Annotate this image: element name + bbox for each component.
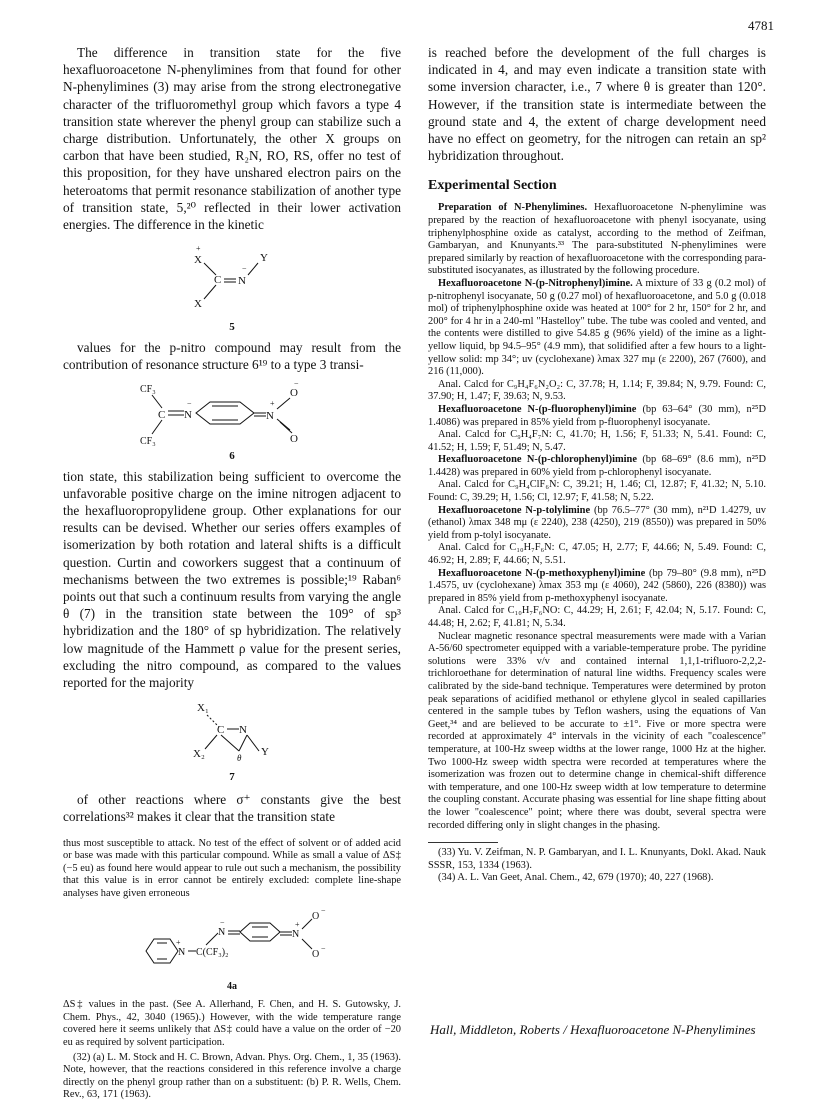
fluoro-paragraph bbox=[428, 404, 766, 429]
structure-4a-drawing bbox=[132, 907, 332, 981]
structure-4a-label: 4a bbox=[227, 980, 237, 992]
structure-6 bbox=[132, 378, 332, 450]
chloro-paragraph bbox=[428, 454, 766, 479]
chloro-text: (bp 68–69° (8.6 mm), n²⁵D 1.4428) was prepared in 60% yield from p-chlorophenyl isocyanate. bbox=[428, 454, 766, 478]
structure-5 bbox=[172, 239, 292, 321]
left-paragraph-1: The difference in transition state for the five hexafluoroacetone N-phenylimines from that found for other N-phenylimines (3) may arise from the strong electronegative character of the trifluoromethyl group which favors a type 4 transition state wherever the phenyl group can stabilize such a charge distribution. Unfortunately, the other X groups on carbon that have been studied, R₂N, RO, RS, offer no test of this proposition, for they have unshared electron pairs on the heteroatoms that permit resonance stabilization of another type of transition state, 5,²⁰ reflected in their lower activation energies. The difference in the kinetic bbox=[63, 45, 401, 233]
svg-text:N: N bbox=[239, 724, 247, 737]
svg-text:O: O bbox=[290, 386, 298, 399]
nitro-text: A mixture of 33 g (0.2 mol) of p-nitrophenyl isocyanate, 50 g (0.27 mol) of hexafluoroacetone, and 5.0 g (0.018 mol) of triphenylphosphine oxide was heated at 100° for 2 hr, 150° for 2 hr, and 200° for 4 hr in a 240-ml "Hastelloy" tube. The tube was cooled and vented, and the contents were distilled to give 54.85 g (96% yield) of the imine as a light-yellow liquid, bp 94.5–95° (4.9 mm), that solidified after a few hours to a light-yellow solid: mp 34°; uv (cyclohexane) λmax 327 mμ (ε 2200), 267 (7600), and 216 (11,000). bbox=[428, 277, 766, 378]
structure-6-drawing bbox=[132, 378, 332, 450]
tolyl-analysis: Anal. Calcd for C₁₀H₇F₆N: C, 47.05; H, 2.77; F, 44.66; N, 5.49. Found: C, 46.92; H, 2.89; F, 44.66; N, 5.51. bbox=[428, 542, 766, 567]
methoxy-heading: Hexafluoroacetone N-(p-methoxyphenyl)imine bbox=[438, 567, 646, 579]
right-paragraph-1: is reached before the development of the full charges is indicated in 4, and may even indicate a transition state with some inversion character, i.e., 7 where θ is greater than 120°. However, if the transition state is intermediate between the ground state and 4, the extent of charge development need have no effect on geometry, for the nitrogen can retain an sp² hybridization throughout. bbox=[428, 45, 766, 164]
svg-text:C(CF₃)₂: C(CF₃)₂ bbox=[196, 946, 229, 958]
left-paragraph-3: tion state, this stabilization being sufficient to overcome the unfavorable positive charge on the imine nitrogen adjacent to the hexafluoropropylidene group. Other explanations for our results can be devised. Whether our series offers examples of isomerization by both rotation and lateral shifts is a difficult question. Curtin and coworkers suggest that a continuum of mechanisms between the two extremes is possible;¹⁹ Raban⁶ points out that such a continuum results from varying the angle θ (7) in the transition state between the 109° of sp³ hybridization and the 180° of sp hybridization. The relatively low magnitude of the Hammett ρ value for the present series, excluding the nitro compound, as compared to the values reported for the majority bbox=[63, 468, 401, 691]
running-footer: Hall, Middleton, Roberts / Hexafluoroacetone N-Phenylimines bbox=[430, 1022, 756, 1037]
prep-heading: Preparation of N-Phenylimines. bbox=[438, 202, 588, 214]
reference-34: (34) A. L. Van Geet, Anal. Chem., 42, 679 (1970); 40, 227 (1968). bbox=[438, 872, 714, 884]
svg-text:−: − bbox=[294, 378, 299, 388]
left-paragraph-4: of other reactions where σ⁺ constants give the best correlations³² makes it clear that the transition state bbox=[63, 792, 401, 825]
page-number: 4781 bbox=[748, 18, 774, 33]
svg-text:N: N bbox=[218, 926, 226, 938]
structure-5-drawing bbox=[172, 239, 292, 321]
structure-7-label: 7 bbox=[229, 771, 235, 784]
svg-text:C: C bbox=[217, 724, 225, 737]
structure-4a bbox=[132, 907, 332, 981]
footnote-rule bbox=[428, 842, 498, 843]
svg-text:X: X bbox=[194, 298, 202, 311]
left-footnotes bbox=[63, 838, 401, 1102]
nitro-heading: Hexafluoroacetone N-(p-Nitrophenyl)imine. bbox=[438, 277, 633, 289]
svg-text:+: + bbox=[196, 244, 201, 254]
svg-text:CF₃: CF₃ bbox=[140, 435, 156, 447]
svg-text:N: N bbox=[184, 408, 192, 421]
svg-text:+: + bbox=[176, 937, 181, 947]
methoxy-paragraph bbox=[428, 568, 766, 606]
svg-text:N: N bbox=[266, 409, 274, 422]
svg-text:N: N bbox=[178, 946, 186, 958]
svg-text:−: − bbox=[321, 906, 326, 915]
svg-text:O: O bbox=[312, 910, 320, 922]
svg-text:Y: Y bbox=[260, 252, 268, 265]
svg-text:O: O bbox=[312, 948, 320, 960]
structure-7-drawing bbox=[177, 699, 287, 771]
chloro-heading: Hexafluoroacetone N-(p-chlorophenyl)imine bbox=[438, 454, 637, 466]
svg-text:+: + bbox=[295, 919, 300, 929]
section-title: Experimental Section bbox=[428, 178, 557, 194]
structure-5-label: 5 bbox=[229, 321, 235, 334]
nmr-paragraph: Nuclear magnetic resonance spectral measurements were made with a Varian A-56/60 spectrometer equipped with a variable-temperature probe. The pyridine solutions were 33% v/v and contained internal 1,1,1-trifluoro-2,2,2-trichloroethane for determination of natural line widths. Frequency scales were calibrated by the side-band technique. Temperatures were determined by proton peak separations of acidified methanol or ethylene glycol in sealed capillaries centered in the sample tubes by Teflon washers, using the equations of Van Geet,³⁴ and are believed to be accurate to ±1°. Five or more spectra were recorded at approximately 4° intervals in the vicinity of each "coalescence" temperature, at 100-Hz sweep widths at the lower range, 1000 Hz at the higher. Two 1000-Hz sweep width spectra were recorded at temperatures where the isomerization was frozen out to determine change in chemical-shift difference with temperature, and one 100-Hz sweep width at low temperature to determine the coupling constant. Accurate phasing was essential for line shape fitting about the lower "coalescence" point; where there was doubt, several spectra were recorded differing only in slight changes in the phasing. bbox=[428, 630, 766, 831]
svg-text:−: − bbox=[187, 398, 192, 408]
methoxy-text: (bp 79–80° (9.8 mm), n²⁵D 1.4575, uv (cyclohexane) λmax 353 mμ (ε 4060), 242 (5860), 226 (8380)) was prepared in 85% yield from p-methoxyphenyl isocyanate. bbox=[428, 567, 766, 604]
svg-text:X₁: X₁ bbox=[197, 702, 209, 715]
structure-6-label: 6 bbox=[229, 449, 235, 462]
svg-text:+: + bbox=[270, 398, 275, 408]
svg-text:N: N bbox=[292, 928, 300, 940]
left-paragraph-2: values for the p-nitro compound may result from the contribution of resonance structure 6¹⁹ to a type 3 transi- bbox=[63, 340, 401, 373]
svg-text:N: N bbox=[238, 275, 246, 288]
svg-text:θ: θ bbox=[237, 753, 242, 764]
nitro-paragraph bbox=[428, 278, 766, 379]
svg-text:−: − bbox=[242, 264, 247, 274]
experimental-body bbox=[428, 202, 766, 884]
structure-7 bbox=[177, 699, 287, 771]
right-column bbox=[428, 44, 766, 885]
fluoro-analysis: Anal. Calcd for C₉H₄F₇N: C, 41.70; H, 1.56; F, 51.33; N, 5.41. Found: C, 41.52; H, 1.59; F, 51.49; N, 5.47. bbox=[428, 429, 766, 453]
svg-text:CF₃: CF₃ bbox=[140, 383, 156, 395]
methoxy-analysis: Anal. Calcd for C₁₀H₇F₆NO: C, 44.29; H, 2.61; F, 42.04; N, 5.17. Found: C, 44.48; H, 2.62; F, 41.81; N, 5.34. bbox=[428, 605, 766, 630]
prep-paragraph bbox=[428, 202, 766, 278]
svg-text:X₂: X₂ bbox=[193, 748, 205, 761]
footnote-delta-s: ΔS‡ values in the past. (See A. Allerhand, F. Chen, and H. S. Gutowsky, J. Chem. Phys., 42, 3040 (1965).) However, with the wide temperature range covered here it seems unlikely that ΔS‡ could have a value on the order of −20 eu as required by solvent participation. bbox=[63, 999, 401, 1049]
prep-text: Hexafluoroacetone N-phenylimine was prepared by the reaction of hexafluoroacetone with phenyl isocyanate, using triphenylphosphine oxide as catalyst, according to the method of Zeifman, Gambaryan, and Knunyants.³³ The para-substituted N-phenylimines were prepared similarly by reaction of hexafluoroacetone with the corresponding para-substituted isocyanates, as illustrated by the following procedure. bbox=[428, 202, 766, 277]
chloro-analysis: Anal. Calcd for C₉H₄ClF₆N: C, 39.21; H, 1.46; Cl, 12.87; F, 41.32; N, 5.10. Found: C, 39.29; H, 1.56; Cl, 12.97; F, 41.58; N, 5.22. bbox=[428, 479, 766, 504]
reference-33: (33) Yu. V. Zeifman, N. P. Gambaryan, and I. L. Knunyants, Dokl. Akad. Nauk SSSR, 153, 1334 (1963). bbox=[428, 847, 766, 871]
footnote-continuation: thus most susceptible to attack. No test of the effect of solvent or of added acid or base was made with this particular compound. While as small a value of ΔS‡ (−5 eu) as found here would appear to rule out such a mechanism, the possibility that this value is in error cannot be entirely excluded: complete line-shape analyses have given erroneous bbox=[63, 837, 401, 900]
svg-text:X: X bbox=[194, 254, 202, 267]
left-column bbox=[63, 44, 401, 1102]
svg-text:−: − bbox=[220, 917, 225, 927]
tolyl-paragraph bbox=[428, 505, 766, 543]
svg-text:Y: Y bbox=[261, 746, 269, 759]
svg-text:C: C bbox=[214, 274, 222, 287]
reference-32: (32) (a) L. M. Stock and H. C. Brown, Advan. Phys. Org. Chem., 1, 35 (1963). Note, however, that the reactions considered in this reference involve a charge directly on the phenyl group rather than on a substituent: (b) P. R. Wells, Chem. Rev., 63, 171 (1963). bbox=[63, 1051, 401, 1101]
tolyl-text: (bp 76.5–77° (30 mm), n²¹D 1.4279, uv (ethanol) λmax 348 mμ (ε 2240), 238 (4250), 219 (8550)) was prepared in 50% yield from p-tolyl isocyanate. bbox=[428, 504, 766, 541]
svg-text:−: − bbox=[321, 943, 326, 953]
svg-text:C: C bbox=[158, 408, 166, 421]
fluoro-heading: Hexafluoroacetone N-(p-fluorophenyl)imine bbox=[438, 403, 637, 415]
tolyl-heading: Hexafluoroacetone N-p-tolylimine bbox=[438, 504, 591, 516]
fluoro-text: (bp 63–64° (30 mm), n²⁵D 1.4086) was prepared in 85% yield from p-fluorophenyl isocyanate. bbox=[428, 403, 766, 428]
svg-text:O: O bbox=[290, 432, 298, 445]
nitro-analysis: Anal. Calcd for C₉H₄F₆N₂O₂: C, 37.78; H, 1.14; F, 39.84; N, 9.79. Found: C, 37.90; H, 1.47; F, 39.63; N, 9.53. bbox=[428, 378, 766, 403]
